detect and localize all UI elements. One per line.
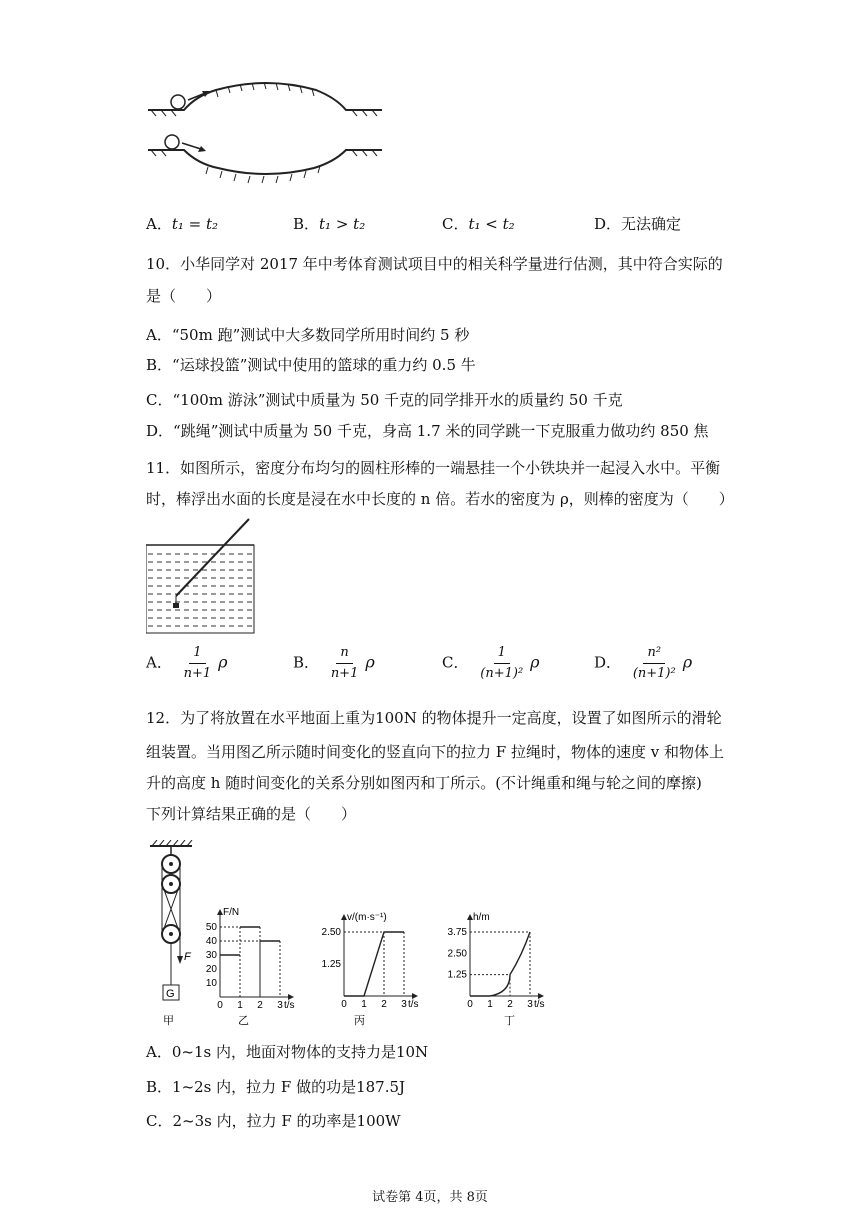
x-tick-label: 3	[527, 999, 533, 1010]
q9-option-d[interactable]: D．无法确定	[594, 215, 682, 233]
q10-option-a[interactable]: A．“50m 跑”测试中大多数同学所用时间约 5 秒	[146, 326, 470, 344]
q11-option-b[interactable]: B． $\frac{n}{n+1}$ ρ	[293, 645, 375, 681]
q9-option-a[interactable]: A．t₁ = t₂	[146, 215, 219, 233]
x-tick-label: 2	[507, 999, 513, 1010]
q12-option-b[interactable]: B．1~2s 内，拉力 F 做的功是187.5J	[146, 1078, 406, 1096]
q11-option-c[interactable]: C． $\frac{1}{\text{(n+1)²}}$ ρ	[442, 645, 540, 681]
data-line	[344, 932, 404, 996]
q12-pulley-figure	[146, 840, 206, 1030]
x-tick-label: 1	[237, 1000, 243, 1011]
data-line	[470, 932, 530, 996]
x-axis-label: t/s	[284, 1000, 295, 1011]
q11-stem-line1: 11．如图所示，密度分布均匀的圆柱形棒的一端悬挂一个小铁块并一起浸入水中。平衡	[146, 459, 721, 477]
pulley-weight-label: G	[166, 988, 175, 1000]
x-tick-label: 0	[341, 999, 347, 1010]
fig-bing-label: 丙	[354, 1015, 365, 1027]
x-tick-label: 1	[487, 999, 493, 1010]
q10-option-c[interactable]: C．“100m 游泳”测试中质量为 50 千克的同学排开水的质量约 50 千克	[146, 391, 623, 409]
q12-stem-line1: 12．为了将放置在水平地面上重为100N 的物体提升一定高度，设置了如图所示的滑轮	[146, 709, 722, 727]
q11-option-d[interactable]: D． $\frac{\text{n²}}{\text{(n+1)²}}$ ρ	[594, 645, 693, 681]
y-tick-label: 1.25	[321, 959, 341, 970]
y-tick-label: 3.75	[447, 927, 467, 938]
q10-option-d[interactable]: D．“跳绳”测试中质量为 50 千克，身高 1.7 米的同学跳一下克服重力做功约 850 焦	[146, 422, 709, 440]
x-axis-label: t/s	[408, 999, 419, 1010]
q12-stem-line2: 组装置。当用图乙所示随时间变化的竖直向下的拉力 F 拉绳时，物体的速度 v 和物体上	[146, 743, 724, 761]
fig-yi-label: 乙	[238, 1015, 249, 1027]
chart-force-time	[198, 905, 308, 1030]
fig-ding-label: 丁	[504, 1015, 515, 1027]
q9-option-b[interactable]: B．t₁ > t₂	[293, 215, 366, 233]
y-tick-label: 2.50	[447, 948, 467, 960]
y-axis-label: F/N	[223, 907, 240, 918]
y-tick-label: 30	[205, 950, 217, 961]
q10-stem-line2: 是（ ）	[146, 287, 222, 305]
y-tick-label: 50	[205, 922, 217, 933]
y-axis-label: h/m	[473, 912, 490, 923]
fig-jia-label: 甲	[163, 1015, 174, 1027]
q11-stem-line2: 时，棒浮出水面的长度是浸在水中长度的 n 倍。若水的密度为 ρ，则棒的密度为（ ）	[146, 490, 734, 508]
q10-stem-line1: 10．小华同学对 2017 年中考体育测试项目中的相关科学量进行估测，其中符合实际的	[146, 255, 723, 273]
q9-option-c[interactable]: C．t₁ < t₂	[442, 215, 515, 233]
chart-velocity-time	[318, 902, 434, 1030]
q11-option-a[interactable]: A． $\frac{1}{n+1}$ ρ	[146, 645, 228, 681]
y-tick-label: 40	[205, 936, 217, 947]
x-axis-label: t/s	[534, 999, 545, 1010]
x-tick-label: 3	[277, 1000, 283, 1011]
q12-stem-line3: 升的高度 h 随时间变化的关系分别如图丙和丁所示。(不计绳重和绳与轮之间的摩擦)	[146, 774, 702, 792]
q12-option-a[interactable]: A．0~1s 内，地面对物体的支持力是10N	[146, 1043, 429, 1061]
pulley-force-label: F	[184, 951, 191, 963]
x-tick-label: 1	[361, 999, 367, 1010]
y-tick-label: 1.25	[447, 969, 467, 981]
y-tick-label: 2.50	[321, 927, 341, 938]
y-tick-label: 20	[205, 964, 217, 975]
x-tick-label: 2	[381, 999, 387, 1010]
x-tick-label: 0	[217, 1000, 223, 1011]
q9-tracks-figure	[146, 72, 386, 198]
x-tick-label: 3	[401, 999, 407, 1010]
y-tick-label: 10	[205, 978, 217, 989]
page-footer: 试卷第 4页，共 8页	[372, 1190, 488, 1205]
q10-option-b[interactable]: B．“运球投篮”测试中使用的篮球的重力约 0.5 牛	[146, 356, 476, 374]
x-tick-label: 0	[467, 999, 473, 1010]
q12-option-c[interactable]: C．2~3s 内，拉力 F 的功率是100W	[146, 1112, 401, 1130]
q12-stem-line4: 下列计算结果正确的是（ ）	[146, 805, 357, 823]
y-axis-label: v/(m·s⁻¹)	[347, 912, 387, 923]
q11-water-rod-figure	[146, 516, 256, 636]
x-tick-label: 2	[257, 1000, 263, 1011]
chart-height-time	[440, 902, 556, 1030]
